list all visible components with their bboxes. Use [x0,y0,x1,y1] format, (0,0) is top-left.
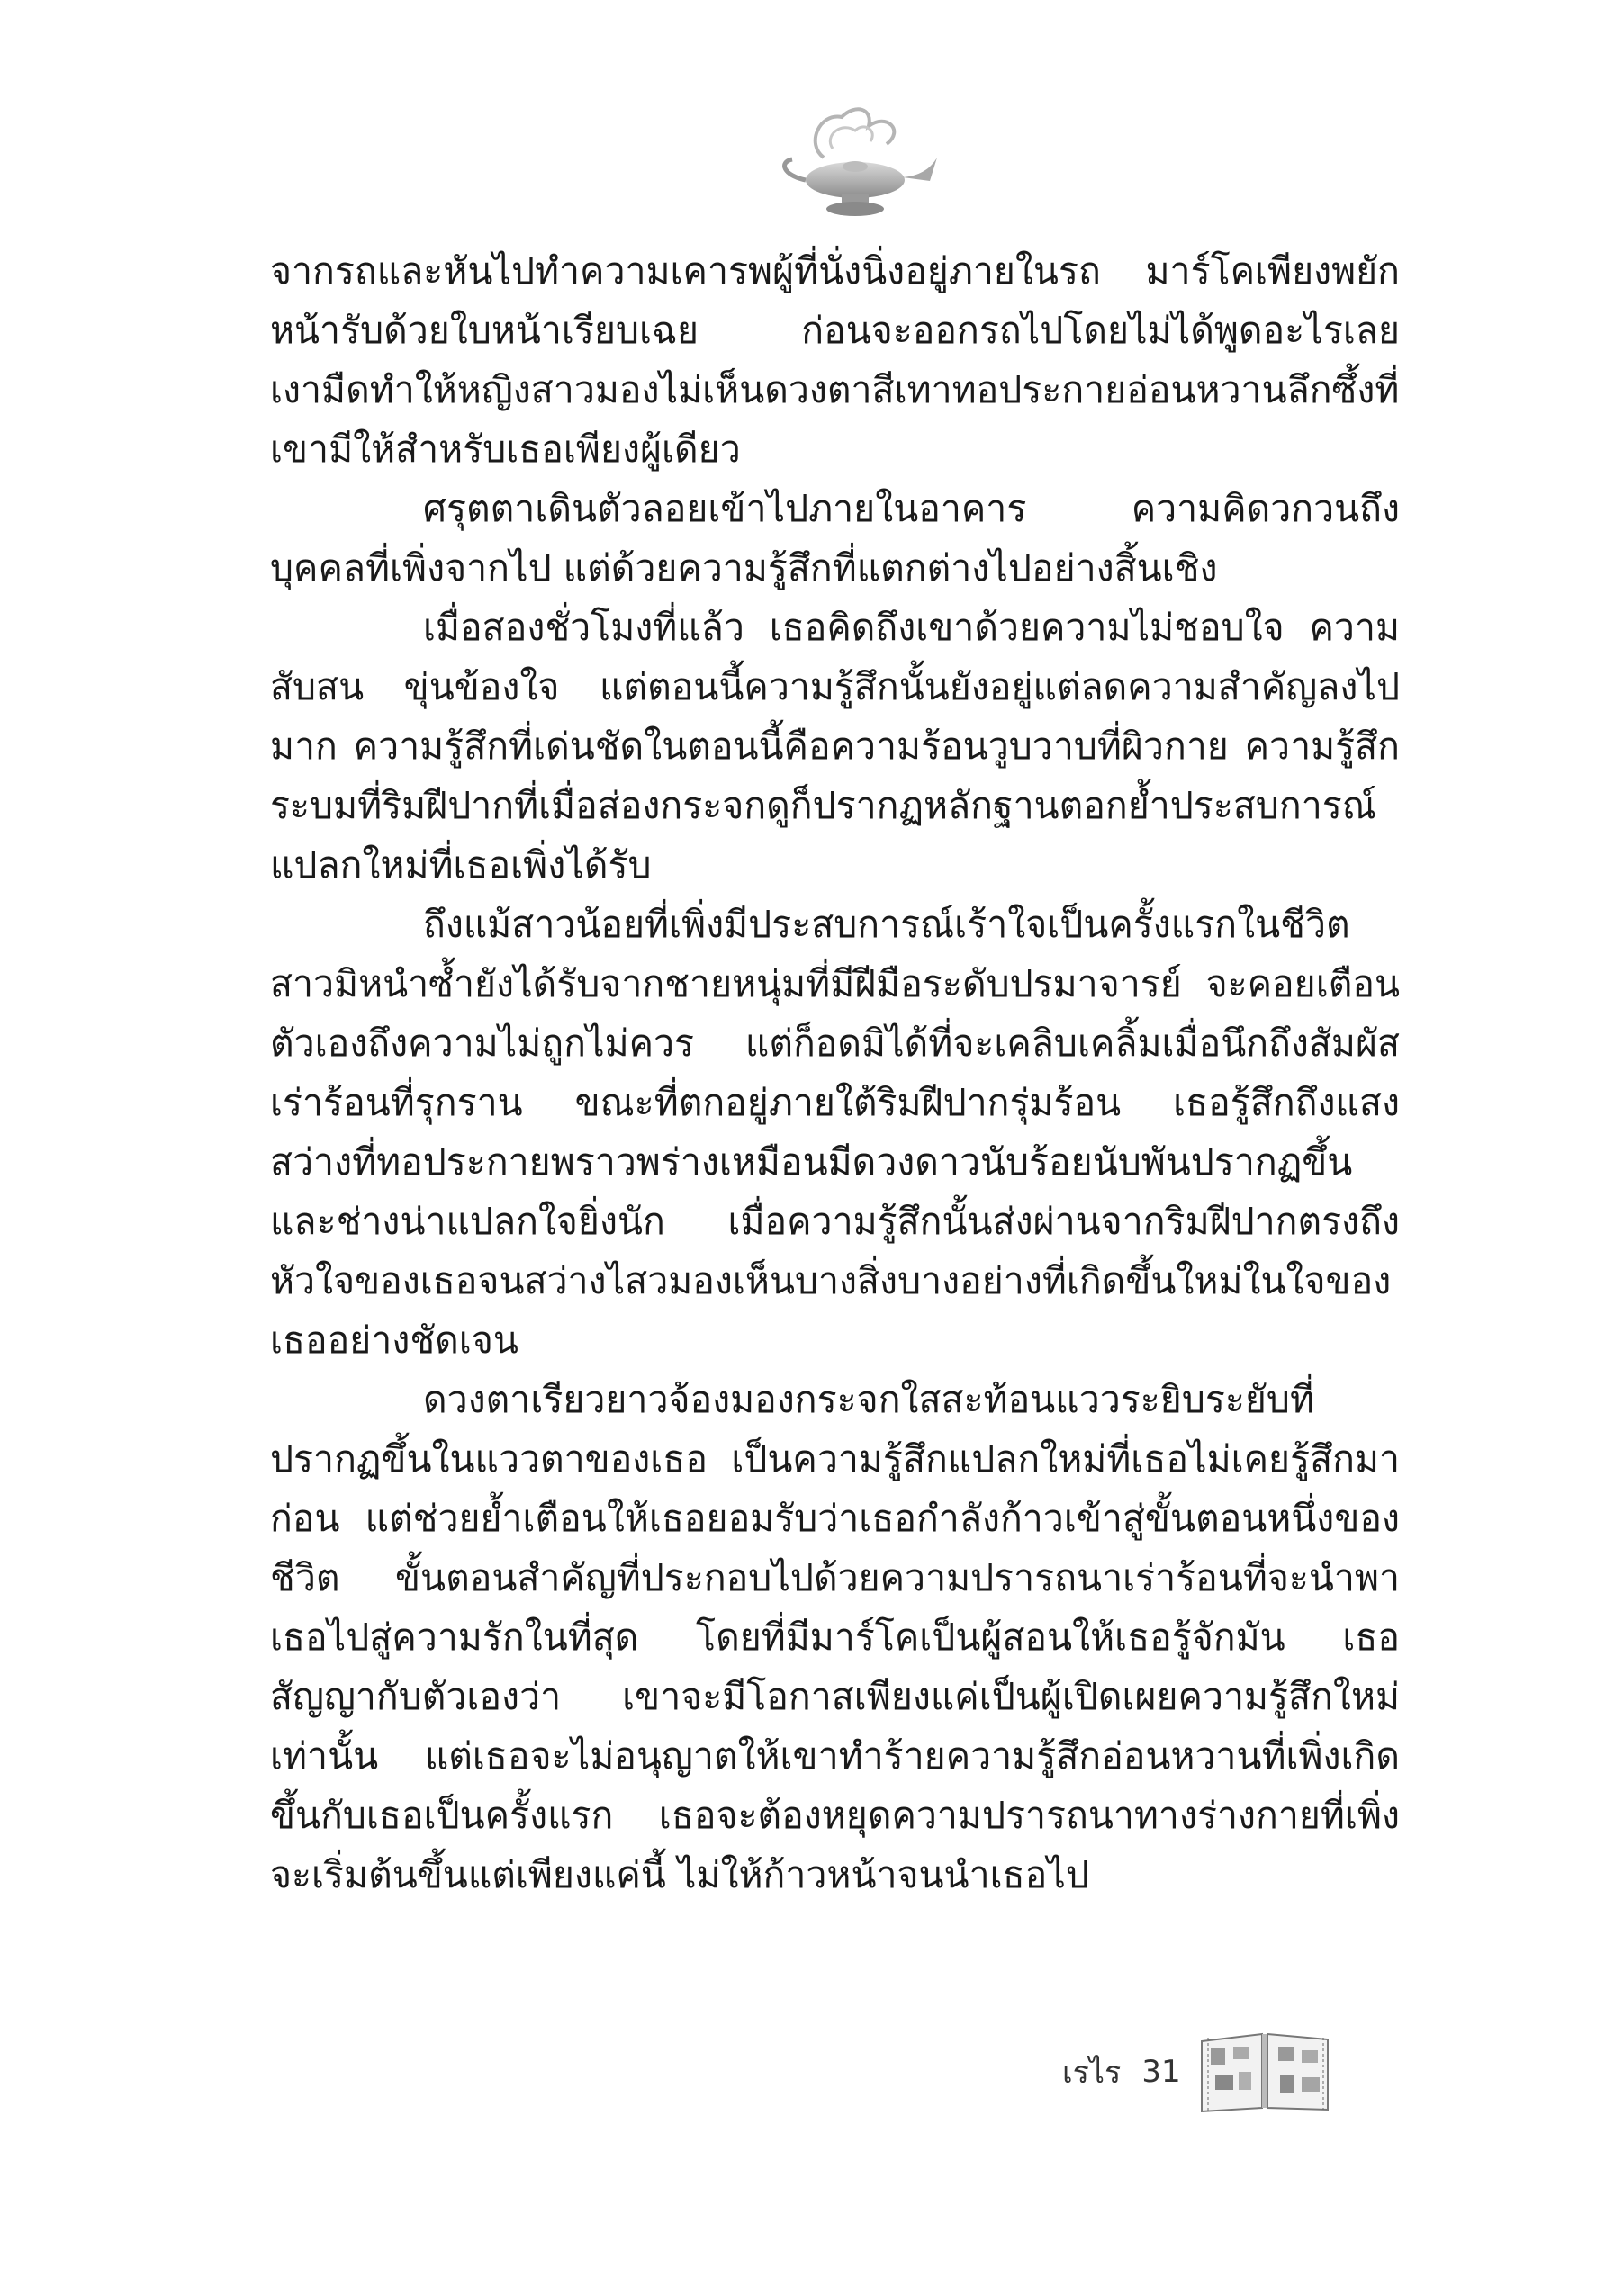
paragraph: ถึงแม้สาวน้อยที่เพิ่งมีประสบการณ์เร้าใจเป็นครั้งแรกในชีวิตสาวมิหนำซ้ำยังได้รับจากชายหนุ่มที่มีฝีมือระดับปรมาจารย์ จะคอยเตือนตัวเองถึงความไม่ถูกไม่ควร แต่ก็อดมิได้ที่จะเคลิบเคลิ้มเมื่อนึกถึงสัมผัสเร่าร้อนที่รุกราน ขณะที่ตกอยู่ภายใต้ริมฝีปากรุ่มร้อน เธอรู้สึกถึงแสงสว่างที่ทอประกายพราวพร่างเหมือนมีดวงดาวนับร้อยนับพันปรากฏขึ้น และช่างน่าแปลกใจยิ่งนัก เมื่อความรู้สึกนั้นส่งผ่านจากริมฝีปากตรงถึงหัวใจของเธอจนสว่างไสวมองเห็นบางสิ่งบางอย่างที่เกิดขึ้นใหม่ในใจของเธออย่างชัดเจน [270,903,1400,1362]
body-text [270,241,1400,1904]
paragraph: เมื่อสองชั่วโมงที่แล้ว เธอคิดถึงเขาด้วยความไม่ชอบใจ ความสับสน ขุ่นข้องใจ แต่ตอนนี้ความรู้สึกนั้นยังอยู่แต่ลดความสำคัญลงไปมาก ความรู้สึกที่เด่นชัดในตอนนี้คือความร้อนวูบวาบที่ผิวกาย ความรู้สึกระบมที่ริมฝีปากที่เมื่อส่องกระจกดูก็ปรากฏหลักฐานตอกย้ำประสบการณ์แปลกใหม่ที่เธอเพิ่งได้รับ [270,606,1400,887]
paragraph: ศรุตตาเดินตัวลอยเข้าไปภายในอาคาร ความคิดวกวนถึงบุคคลที่เพิ่งจากไป แต่ด้วยความรู้สึกที่แตกต่างไปอย่างสิ้นเชิง [270,487,1400,590]
page-footer [1062,2036,1332,2108]
page-number: 31 [1141,2054,1181,2090]
paragraph: ดวงตาเรียวยาวจ้องมองกระจกใสสะท้อนแววระยิบระยับที่ปรากฏขึ้นในแววตาของเธอ เป็นความรู้สึกแปลกใหม่ที่เธอไม่เคยรู้สึกมาก่อน แต่ช่วยย้ำเตือนให้เธอยอมรับว่าเธอกำลังก้าวเข้าสู่ขั้นตอนหนึ่งของชีวิต ขั้นตอนสำคัญที่ประกอบไปด้วยความปรารถนาเร่าร้อนที่จะนำพาเธอไปสู่ความรักในที่สุด โดยที่มีมาร์โคเป็นผู้สอนให้เธอรู้จักมัน เธอสัญญากับตัวเองว่า เขาจะมีโอกาสเพียงแค่เป็นผู้เปิดเผยความรู้สึกใหม่เท่านั้น แต่เธอจะไม่อนุญาตให้เขาทำร้ายความรู้สึกอ่อนหวานที่เพิ่งเกิดขึ้นกับเธอเป็นครั้งแรก เธอจะต้องหยุดความปรารถนาทางร่างกายที่เพิ่งจะเริ่มต้นขึ้นแต่เพียงแค่นี้ ไม่ให้ก้าวหน้าจนนำเธอไป [270,1378,1400,1896]
paragraph: จากรถและหันไปทำความเคารพผู้ที่นั่งนิ่งอยู่ภายในรถ มาร์โคเพียงพยักหน้ารับด้วยใบหน้าเรียบเฉย ก่อนจะออกรถไปโดยไม่ได้พูดอะไรเลย เงามืดทำให้หญิงสาวมองไม่เห็นดวงตาสีเทาทอประกายอ่อนหวานลึกซึ้งที่เขามีให้สำหรับเธอเพียงผู้เดียว [270,249,1400,471]
genie-lamp-icon [770,95,941,230]
open-book-icon [1197,2030,1332,2113]
running-head: เรไร [1062,2055,1122,2091]
